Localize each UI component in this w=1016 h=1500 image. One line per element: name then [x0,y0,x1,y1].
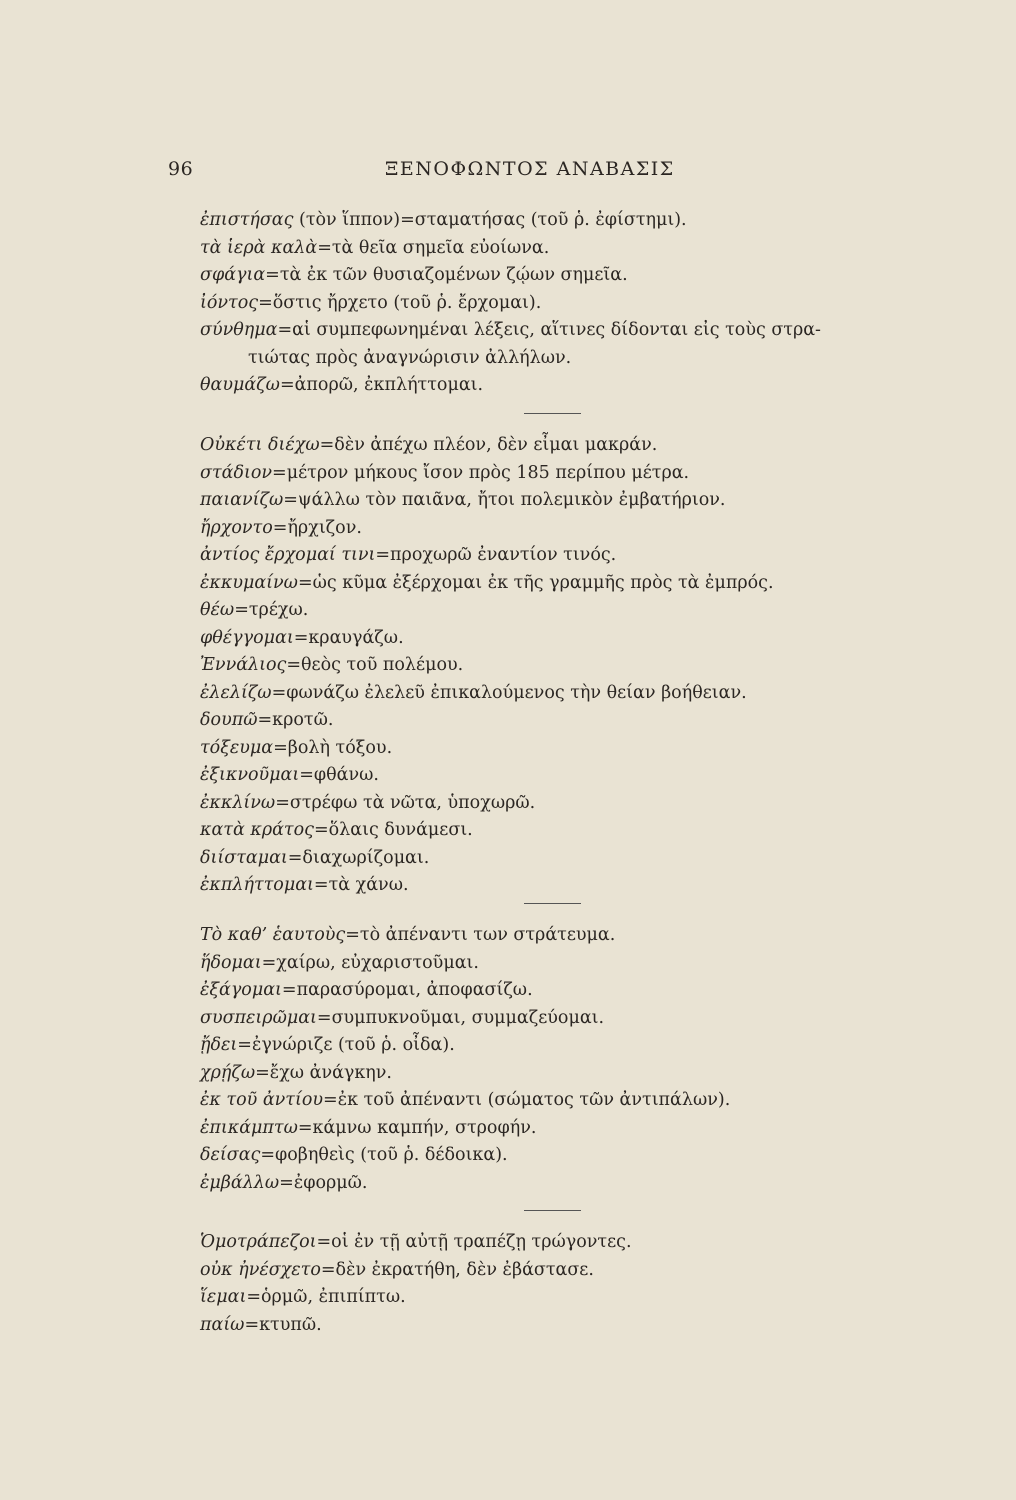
entry-definition: =φοβηθεὶς (τοῦ ῥ. δέδοικα). [260,1145,508,1165]
entry-term: χρῄζω [200,1062,256,1083]
glossary-entry [200,515,920,543]
entry-term: ἐπικάμπτω [200,1117,298,1138]
entry-definition: τιώτας πρὸς ἀναγνώρισιν ἀλλήλων. [248,347,572,368]
entry-definition: =ψάλλω τὸν παιᾶνα, ἤτοι πολεμικὸν ἐμβατήριον. [283,490,726,510]
entry-term: Οὐκέτι διέχω [200,435,320,455]
section-divider [524,903,581,904]
glossary-entry-continuation [200,345,920,373]
entry-definition: =ἀπορῶ, ἐκπλήττομαι. [279,375,484,395]
entry-definition: =ὁρμῶ, ἐπιπίπτω. [246,1287,406,1307]
entry-term: φθέγγομαι [200,627,294,648]
entry-term: στάδιον [200,462,273,483]
glossary-entry [200,950,920,978]
entry-term: δουπῶ [200,710,258,730]
entry-definition: =δὲν ἀπέχω πλέον, δὲν εἶμαι μακράν. [319,435,658,455]
glossary-entry [200,1170,920,1198]
entry-definition: =τὰ θεῖα σημεῖα εὐοίωνα. [317,237,550,258]
entry-term: ἐπιστήσας [200,210,294,230]
entry-term: σύνθημα [200,320,278,340]
entry-definition: =μέτρον μήκους ἴσον πρὸς 185 περίπου μέτρα. [272,462,690,483]
entry-term: ἰόντος [200,292,259,313]
glossary-entry [200,1229,920,1257]
entry-definition: =διαχωρίζομαι. [287,847,430,868]
glossary-entry [200,1087,920,1115]
entry-definition: =ἐγνώριζε (τοῦ ῥ. οἶδα). [237,1035,455,1055]
entry-definition: =παρασύρομαι, ἀποφασίζω. [281,980,533,1000]
entry-definition: =φωνάζω ἐλελεῦ ἐπικαλούμενος τὴν θείαν βοήθειαν. [271,682,747,703]
glossary-entry [200,872,920,900]
entry-definition: =θεὸς τοῦ πολέμου. [286,655,464,675]
entry-definition: =τὸ ἀπέναντι των στράτευμα. [345,925,616,945]
entry-definition: =κάμνω καμπήν, στροφήν. [297,1117,537,1138]
glossary-entry [200,707,920,735]
entry-term: παίω [200,1314,245,1335]
entry-term: ἀντίος ἔρχομαί τινι [200,545,376,565]
entry-definition: =προχωρῶ ἐναντίον τινός. [375,545,617,565]
entry-term: ἐκπλήττομαι [200,875,314,895]
glossary-entry [200,790,920,818]
entry-term: παιανίζω [200,490,284,510]
entry-definition: =τὰ ἐκ τῶν θυσιαζομένων ζῴων σημεῖα. [265,265,628,285]
entry-definition: =ὅλαις δυνάμεσι. [313,820,473,840]
entry-term: Ἐννάλιος [200,655,287,675]
entry-term: κατὰ κράτος [200,820,314,840]
glossary-entry [200,1032,920,1060]
glossary-group-2 [200,432,920,900]
entry-term: ἐκκυμαίνω [200,572,298,593]
glossary-entry [200,922,920,950]
entry-term: Ὁμοτράπεζοι [200,1232,317,1252]
entry-definition: =συμπυκνοῦμαι, συμμαζεύομαι. [316,1007,605,1028]
entry-term: ἐλελίζω [200,682,272,703]
entry-term: Τὸ καθ’ ἑαυτοὺς [200,925,346,945]
glossary-entry [200,1257,920,1285]
entry-term: ἐμβάλλω [200,1172,280,1193]
glossary-entry [200,542,920,570]
entry-definition: =ἐκ τοῦ ἀπέναντι (σώματος τῶν ἀντιπάλων). [323,1090,731,1110]
entry-term: ἐκκλίνω [200,792,276,813]
glossary-entry [200,317,920,345]
entry-definition: =αἱ συμπεφωνημέναι λέξεις, αἵτινες δίδονται εἰς τοὺς στρα- [277,320,821,340]
entry-term: ἐξικνοῦμαι [200,765,300,785]
glossary-entry [200,290,920,318]
running-title: ΞΕΝΟΦΩΝΤΟΣ ΑΝΑΒΑΣΙΣ [385,158,675,180]
entry-term: ἐκ τοῦ ἀντίου [200,1090,324,1110]
entry-term: τόξευμα [200,737,274,758]
entry-definition: =ἤρχιζον. [272,517,362,538]
glossary-entry [200,625,920,653]
entry-definition: =ὡς κῦμα ἐξέρχομαι ἐκ τῆς γραμμῆς πρὸς τὰ ἐμπρός. [297,572,774,593]
section-divider [524,1210,581,1211]
glossary-entry [200,235,920,263]
glossary-entry [200,1284,920,1312]
entry-term: ἤρχοντο [200,517,273,538]
entry-term: τὰ ἱερὰ καλὰ [200,237,318,258]
page-number: 96 [168,158,194,180]
glossary-entry [200,460,920,488]
glossary-entry [200,1005,920,1033]
entry-definition: =ἔχω ἀνάγκην. [255,1062,392,1083]
glossary-entry [200,432,920,460]
entry-definition: =οἱ ἐν τῇ αὐτῇ τραπέζῃ τρώγοντες. [316,1232,632,1252]
glossary-entry [200,207,920,235]
entry-term: θέω [200,600,235,620]
glossary-entry [200,762,920,790]
entry-definition: =ὅστις ἤρχετο (τοῦ ῥ. ἔρχομαι). [258,292,542,313]
glossary-entry [200,845,920,873]
entry-term: ἥδομαι [200,952,262,973]
entry-definition: =κτυπῶ. [244,1314,322,1335]
glossary-entry [200,977,920,1005]
entry-term: ἐξάγομαι [200,980,282,1000]
entry-term: δείσας [200,1145,261,1165]
entry-definition: =δὲν ἐκρατήθη, δὲν ἐβάστασε. [320,1259,594,1280]
entry-term: οὐκ ἠνέσχετο [200,1259,321,1280]
glossary-group-1 [200,207,920,400]
entry-definition: =κραυγάζω. [293,627,404,648]
entry-definition: =τρέχω. [234,600,309,620]
entry-definition: =φθάνω. [299,765,379,785]
entry-definition: =τὰ χάνω. [313,875,409,895]
glossary-group-4 [200,1229,920,1339]
glossary-entry [200,1312,920,1340]
glossary-entry [200,570,920,598]
entry-term: θαυμάζω [200,375,280,395]
entry-definition: =κροτῶ. [257,710,334,730]
glossary-entry [200,1142,920,1170]
entry-term: ᾔδει [200,1035,238,1055]
entry-term: διίσταμαι [200,847,288,868]
entry-definition: (τὸν ἵππον)=σταματήσας (τοῦ ῥ. ἐφίστημι). [293,210,687,230]
glossary-entry [200,735,920,763]
glossary-entry [200,1060,920,1088]
entry-term: σφάγια [200,265,266,285]
entry-definition: =χαίρω, εὐχαριστοῦμαι. [261,952,479,973]
section-divider [524,413,581,414]
glossary-group-3 [200,922,920,1197]
glossary-entry [200,680,920,708]
entry-definition: =ἐφορμῶ. [279,1172,368,1193]
glossary-entry [200,262,920,290]
glossary-entry [200,487,920,515]
entry-term: συσπειρῶμαι [200,1007,317,1028]
entry-definition: =βολὴ τόξου. [273,737,393,758]
glossary-entry [200,1115,920,1143]
entry-definition: =στρέφω τὰ νῶτα, ὑποχωρῶ. [275,792,536,813]
glossary-entry [200,372,920,400]
glossary-entry [200,597,920,625]
glossary-entry [200,652,920,680]
glossary-entry [200,817,920,845]
entry-term: ἵεμαι [200,1287,247,1307]
